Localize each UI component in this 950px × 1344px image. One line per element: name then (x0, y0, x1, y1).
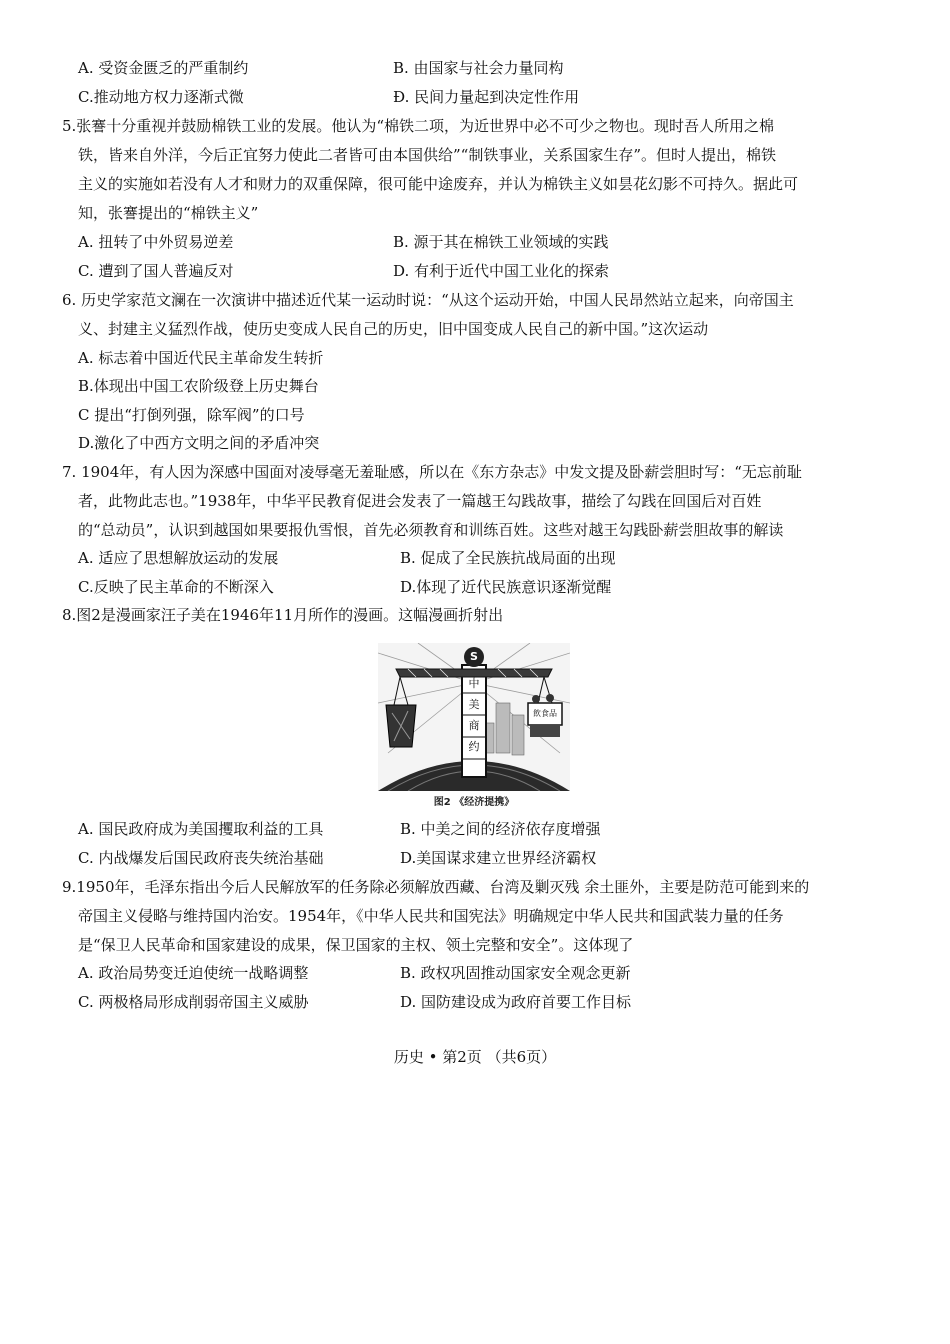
q9-stem-line: 帝国主义侵略与维持国内治安。1954年，《中华人民共和国宪法》明确规定中华人民共和国武装力量的任务 (78, 907, 784, 925)
q6-option-d: D.激化了中西方文明之间的矛盾冲突 (78, 434, 320, 452)
q7-stem-line: 的“总动员”，认识到越国如果要报仇雪恨，首先必须教育和训练百姓。这些对越王勾践卧薪尝胆故事的解读 (78, 521, 784, 539)
q9-option-c: C. 两极格局形成削弱帝国主义威胁 (78, 993, 309, 1011)
cart-label: 飲食品 (533, 709, 557, 718)
figure-caption: 图2 《经济提携》 (433, 797, 515, 808)
q7-option-b: B. 促成了全民族抗战局面的出现 (400, 549, 616, 567)
q6-option-a: A. 标志着中国近代民主革命发生转折 (78, 349, 324, 367)
q9-option-d: D. 国防建设成为政府首要工作目标 (400, 993, 632, 1011)
tower-char: 中 (468, 677, 480, 690)
q8-option-d: D.美国谋求建立世界经济霸权 (400, 849, 597, 867)
q4-option-b: B. 由国家与社会力量同构 (393, 59, 564, 77)
q9-option-b: B. 政权巩固推动国家安全观念更新 (400, 964, 631, 982)
q6-stem-line: 6. 历史学家范文澜在一次演讲中描述近代某一运动时说：“从这个运动开始，中国人民昂然站立起来，向帝国主 (62, 291, 794, 309)
q7-stem-line: 者，此物此志也。”1938年，中华平民教育促进会发表了一篇越王勾践故事，描绘了勾践在回国后对百姓 (78, 492, 762, 510)
q5-option-d: D. 有利于近代中国工业化的探索 (393, 262, 610, 280)
page-footer: 历史 • 第2页 （共6页） (393, 1048, 557, 1066)
q7-option-c: C.反映了民主革命的不断深入 (78, 578, 274, 596)
q9-option-a: A. 政治局势变迁迫使统一战略调整 (78, 964, 309, 982)
q6-stem-line: 义、封建主义猛烈作战，使历史变成人民自己的历史，旧中国变成人民自己的新中国。”这次运动 (78, 320, 709, 338)
tower-char: 美 (468, 698, 480, 711)
cartoon-figure (378, 643, 570, 813)
q4-option-a: A. 受资金匮乏的严重制约 (78, 59, 249, 77)
q8-option-c: C. 内战爆发后国民政府丧失统治基础 (78, 849, 324, 867)
q7-stem-line: 7. 1904年，有人因为深感中国面对凌辱毫无羞耻感，所以在《东方杂志》中发文提及卧薪尝胆时写：“无忘前耻 (62, 463, 802, 481)
dollar-sign: S (470, 650, 478, 663)
q5-stem-line: 铁，皆来自外洋，今后正宜努力使此二者皆可由本国供给”“制铁事业，关系国家生存”。但时人提出，棉铁 (78, 146, 777, 164)
q4-option-d: Đ. 民间力量起到决定性作用 (393, 88, 580, 106)
q6-option-b: B.体现出中国工农阶级登上历史舞台 (78, 377, 319, 395)
tower-char: 约 (468, 740, 480, 753)
q5-option-a: A. 扭转了中外贸易逆差 (78, 233, 234, 251)
q8-stem: 8.图2是漫画家汪子美在1946年11月所作的漫画。这幅漫画折射出 (62, 606, 504, 624)
q9-stem-line: 是“保卫人民革命和国家建设的成果，保卫国家的主权、领土完整和安全”。这体现了 (78, 936, 634, 954)
q7-option-a: A. 适应了思想解放运动的发展 (78, 549, 279, 567)
q9-stem-line: 9.1950年，毛泽东指出今后人民解放军的任务除必须解放西藏、台湾及剿灭残 余土匪外，主要是防范可能到来的 (62, 878, 810, 896)
q5-stem-line: 主义的实施如若没有人才和财力的双重保障，很可能中途废弃，并认为棉铁主义如昙花幻影不可持久。据此可 (78, 175, 799, 193)
q6-option-c: C 提出“打倒列强，除军阀”的口号 (78, 406, 305, 424)
q5-option-c: C. 遭到了国人普遍反对 (78, 262, 234, 280)
q5-stem-line: 知，张謇提出的“棉铁主义” (78, 204, 259, 222)
tower-char: 商 (468, 719, 480, 732)
q5-stem-line: 5.张謇十分重视并鼓励棉铁工业的发展。他认为“棉铁二项，为近世界中必不可少之物也。现时吾人所用之棉 (62, 117, 774, 135)
q8-option-b: B. 中美之间的经济依存度增强 (400, 820, 601, 838)
tower-labels (464, 673, 484, 757)
q8-option-a: A. 国民政府成为美国攫取利益的工具 (78, 820, 324, 838)
q4-option-c: C.推动地方权力逐渐式微 (78, 88, 244, 106)
q5-option-b: B. 源于其在棉铁工业领域的实践 (393, 233, 609, 251)
q7-option-d: D.体现了近代民族意识逐渐觉醒 (400, 578, 612, 596)
